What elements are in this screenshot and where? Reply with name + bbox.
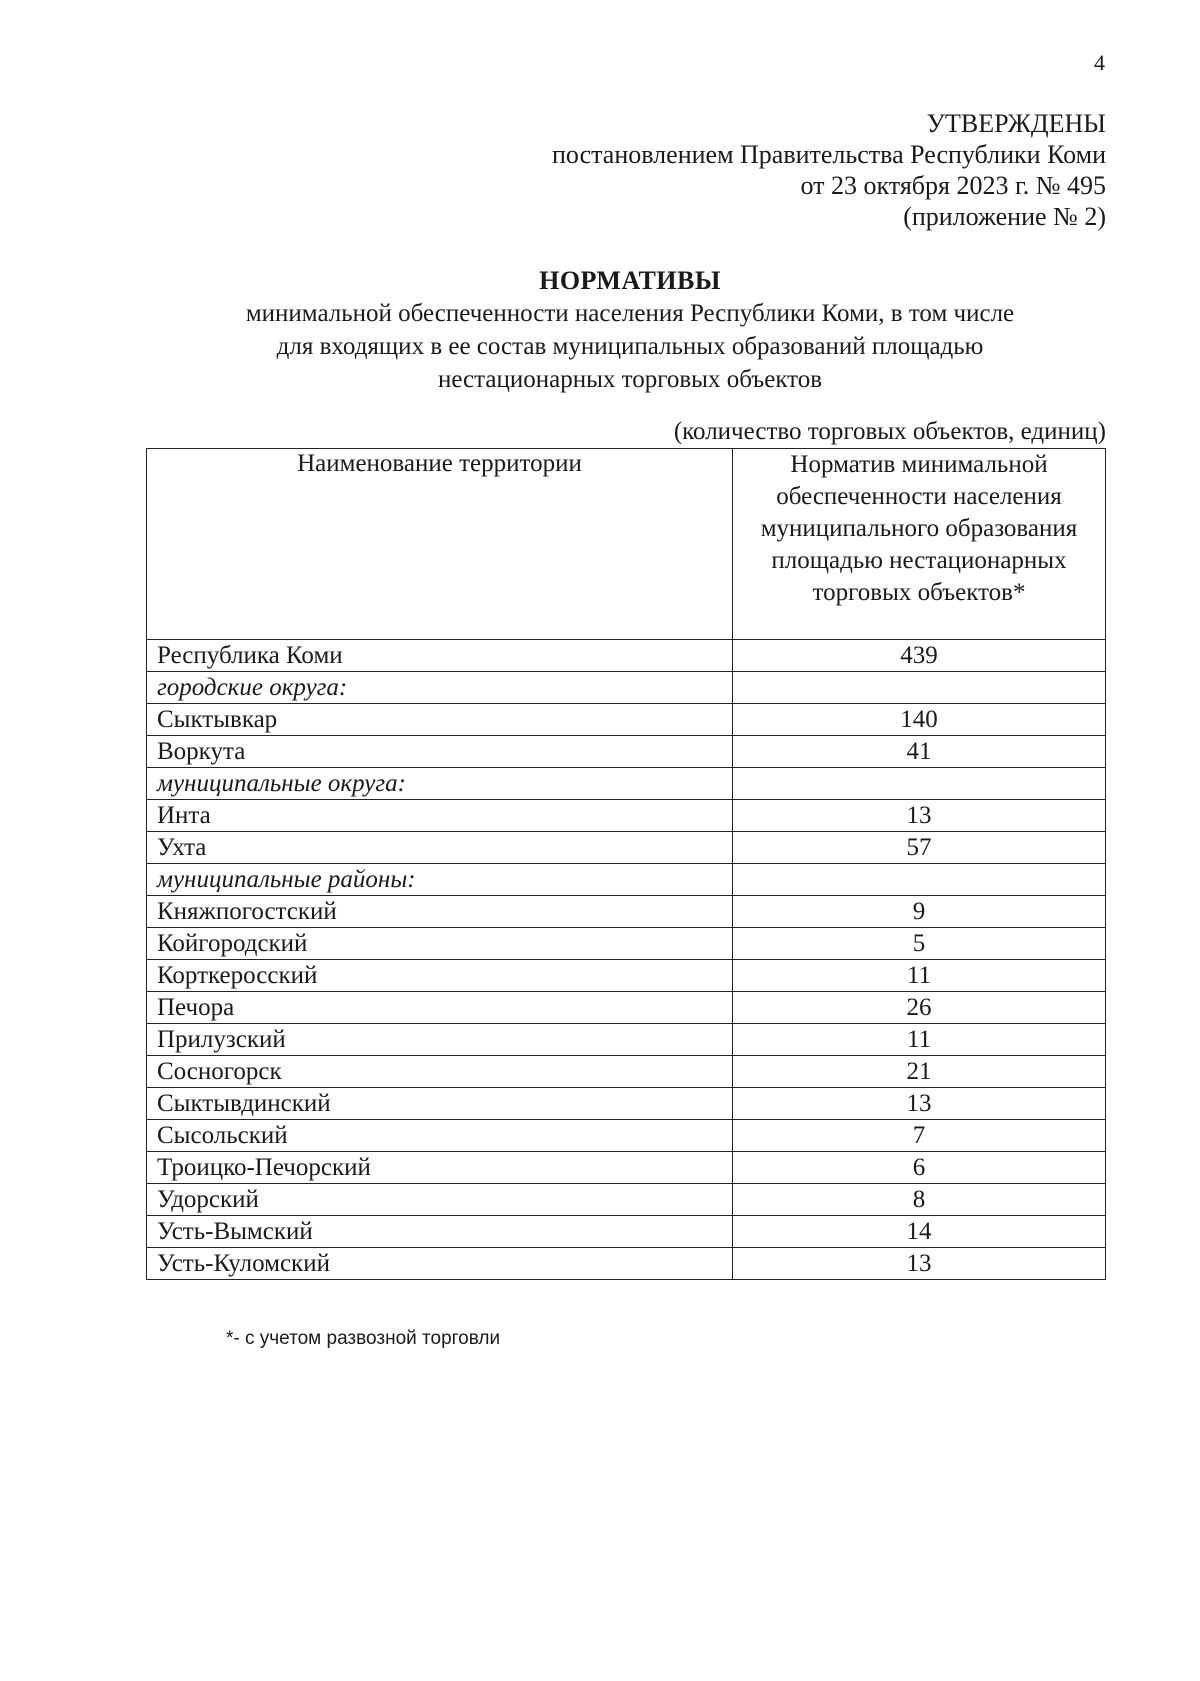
- norm-value-cell: 8: [733, 1184, 1106, 1216]
- table-row: [147, 1088, 1106, 1120]
- table-row: [147, 1120, 1106, 1152]
- norm-value-cell: 57: [733, 832, 1106, 864]
- table-row: [147, 1024, 1106, 1056]
- table-row: [147, 896, 1106, 928]
- document-title: НОРМАТИВЫ: [539, 266, 721, 295]
- territory-name-cell: муниципальные районы:: [147, 864, 733, 896]
- norm-value-cell: 11: [733, 960, 1106, 992]
- norms-table: [146, 448, 1106, 1280]
- territory-name-cell: Удорский: [147, 1184, 733, 1216]
- table-row: [147, 1248, 1106, 1280]
- approval-appendix: (приложение № 2): [903, 202, 1106, 231]
- territory-name-cell: Ухта: [147, 832, 733, 864]
- table-row: [147, 704, 1106, 736]
- norm-value-cell: 41: [733, 736, 1106, 768]
- table-row: [147, 800, 1106, 832]
- norm-value-cell: 13: [733, 1088, 1106, 1120]
- norm-value-cell: 26: [733, 992, 1106, 1024]
- approval-date: от 23 октября 2023 г. № 495: [800, 171, 1106, 200]
- table-header-row: [147, 449, 1106, 640]
- table-row: [147, 672, 1106, 704]
- norm-value-cell: 14: [733, 1216, 1106, 1248]
- units-note: (количество торговых объектов, единиц): [673, 418, 1106, 445]
- norm-value-cell: 5: [733, 928, 1106, 960]
- territory-name-cell: Сыктывдинский: [147, 1088, 733, 1120]
- territory-name-cell: Койгородский: [147, 928, 733, 960]
- header-territory: Наименование территории: [147, 449, 733, 640]
- document-subtitle-line-2: для входящих в ее состав муниципальных образований площадью: [276, 333, 984, 360]
- approval-block: [552, 108, 1106, 232]
- table-row: [147, 1216, 1106, 1248]
- page-number: 4: [1094, 50, 1105, 75]
- table-row: [147, 960, 1106, 992]
- territory-name-cell: Княжпогостский: [147, 896, 733, 928]
- territory-name-cell: Корткеросский: [147, 960, 733, 992]
- territory-name-cell: Воркута: [147, 736, 733, 768]
- table-row: [147, 640, 1106, 672]
- norm-value-cell: 21: [733, 1056, 1106, 1088]
- norm-value-cell: 13: [733, 800, 1106, 832]
- territory-name-cell: Сыктывкар: [147, 704, 733, 736]
- table-body: [147, 640, 1106, 1280]
- territory-name-cell: Республика Коми: [147, 640, 733, 672]
- norm-value-cell: 140: [733, 704, 1106, 736]
- document-subtitle-line-1: минимальной обеспеченности населения Республики Коми, в том числе: [245, 300, 1015, 327]
- norm-value-cell: 439: [733, 640, 1106, 672]
- territory-name-cell: Усть-Вымский: [147, 1216, 733, 1248]
- norm-value-cell: 13: [733, 1248, 1106, 1280]
- table-row: [147, 928, 1106, 960]
- territory-name-cell: Печора: [147, 992, 733, 1024]
- table-row: [147, 768, 1106, 800]
- territory-name-cell: Усть-Куломский: [147, 1248, 733, 1280]
- territory-name-cell: Троицко-Печорский: [147, 1152, 733, 1184]
- table-row: [147, 864, 1106, 896]
- document-heading: [0, 265, 1200, 396]
- territory-name-cell: городские округа:: [147, 672, 733, 704]
- norm-value-cell: [733, 672, 1106, 704]
- norm-value-cell: [733, 864, 1106, 896]
- territory-name-cell: Прилузский: [147, 1024, 733, 1056]
- table-row: [147, 1152, 1106, 1184]
- header-norm: Норматив минимальной обеспеченности населения муниципального образования площадью нестационарных торговых объектов*: [733, 449, 1106, 640]
- table-row: [147, 832, 1106, 864]
- norm-value-cell: [733, 768, 1106, 800]
- norm-value-cell: 9: [733, 896, 1106, 928]
- table-row: [147, 736, 1106, 768]
- table-row: [147, 1184, 1106, 1216]
- territory-name-cell: Инта: [147, 800, 733, 832]
- approval-resolution: постановлением Правительства Республики Коми: [552, 140, 1106, 169]
- footnote: *- с учетом развозной торговли: [226, 1328, 501, 1349]
- norm-value-cell: 11: [733, 1024, 1106, 1056]
- territory-name-cell: Сосногорск: [147, 1056, 733, 1088]
- document-subtitle-line-3: нестационарных торговых объектов: [437, 366, 823, 393]
- territory-name-cell: Сысольский: [147, 1120, 733, 1152]
- norm-value-cell: 7: [733, 1120, 1106, 1152]
- table-row: [147, 1056, 1106, 1088]
- territory-name-cell: муниципальные округа:: [147, 768, 733, 800]
- norm-value-cell: 6: [733, 1152, 1106, 1184]
- approval-title: УТВЕРЖДЕНЫ: [926, 109, 1106, 138]
- table-row: [147, 992, 1106, 1024]
